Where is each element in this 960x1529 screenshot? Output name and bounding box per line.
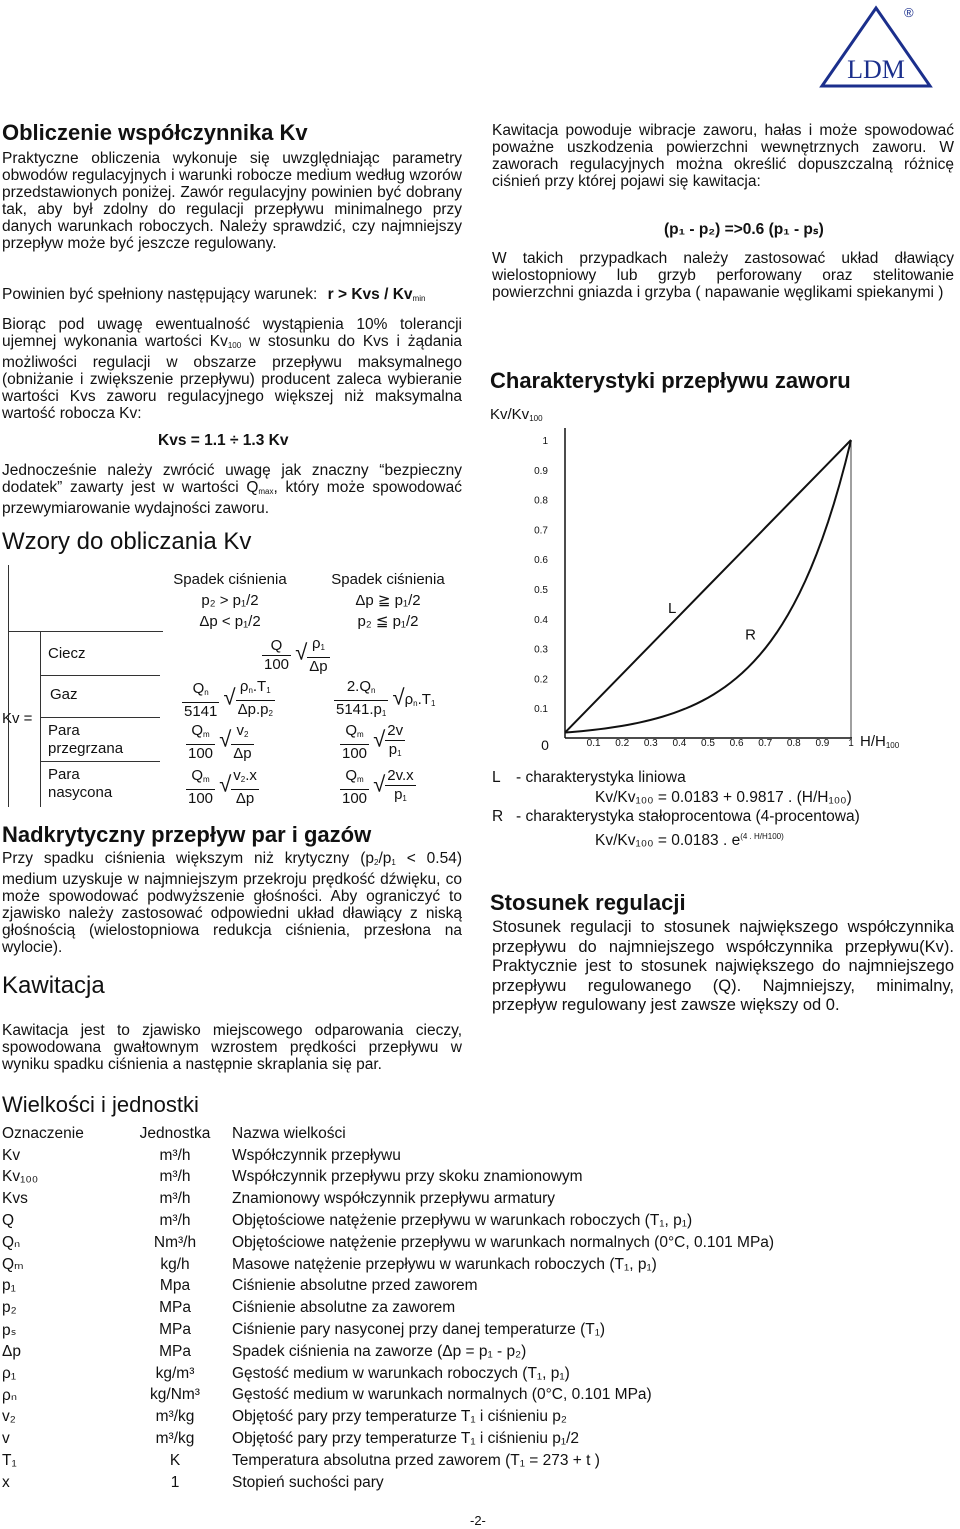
cell-name: Ciśnienie pary nasyconej przy danej temperaturze (T₁) <box>232 1321 606 1339</box>
cell-name: Gęstość medium w warunkach roboczych (T₁, p₁) <box>232 1364 570 1382</box>
condition-formula: r > Kvs / Kv <box>327 286 413 303</box>
legend-L-name: - charakterystyka liniowa <box>516 769 686 786</box>
supercritical-title: Nadkrytyczny przepływ par i gazów <box>2 822 372 847</box>
legend-L-formula: Kv/Kv₁₀₀ = 0.0183 + 0.9817 . (H/H₁₀₀) <box>595 788 852 806</box>
header-symbol: Oznaczenie <box>2 1124 84 1142</box>
flow-characteristics-chart <box>488 400 958 760</box>
registered-mark: ® <box>904 5 914 20</box>
cell-name: Masowe natężenie przepływu w warunkach roboczych (T₁, p₁) <box>232 1255 657 1273</box>
cell-symbol: p₂ <box>2 1299 17 1317</box>
cell-unit: kg/Nm³ <box>150 1386 200 1404</box>
cell-unit: MPa <box>159 1299 191 1317</box>
y-tick-label: 0.4 <box>534 614 548 626</box>
cell-symbol: Kv <box>2 1146 21 1164</box>
header-name: Nazwa wielkości <box>232 1124 346 1142</box>
safety-text: Jednocześnie należy zwrócić uwagę jak znaczny “bezpieczny dodatek” zawarty jest w wartości $Q_{max}$, który może spowodować przewymiarowanie wydajności zaworu. <box>2 462 462 517</box>
cell-symbol: T₁ <box>2 1451 17 1469</box>
table-row <box>2 1363 852 1385</box>
table-row <box>2 1254 852 1276</box>
chart-title: Charakterystyki przepływu zaworu <box>490 368 851 393</box>
formula-liquid: $\frac{Q}{100}$ √ $\frac{\rho_1}{\Delta p}$ <box>264 635 328 675</box>
y-axis-label: Kv/Kv100 <box>490 406 543 423</box>
cell-unit: MPa <box>159 1342 191 1360</box>
cavitation-effects-text: Kawitacja powoduje wibracje zaworu, hałas i może spowodować poważne uszkodzenia powierzchni wewnętrznych zaworu. W zaworach regulacyjnych można określić dopuszczalną różnicę ciśnień przy której pojawi się kawitacja: <box>492 122 954 190</box>
cavitation-remedy-text: W takich przypadkach należy zastosować układ dławiący wielostopniowy lub grzyb perforowany oraz stelitowanie powierzchni gniazda i grzyba ( napawanie węglikami spiekanymi ) <box>492 250 954 301</box>
cell-name: Stopień suchości pary <box>232 1473 384 1491</box>
cell-symbol: x <box>2 1473 10 1491</box>
units-table <box>2 1123 852 1494</box>
kvs-formula: Kvs = 1.1 ÷ 1.3 Kv <box>158 432 289 449</box>
x-tick-label: 0.2 <box>615 738 630 749</box>
y-tick-label: 1 <box>542 436 548 447</box>
x-tick-label: 0.3 <box>643 738 658 749</box>
cell-symbol: Kv₁₀₀ <box>2 1168 39 1186</box>
cell-unit: m³/h <box>159 1146 191 1164</box>
x-tick-label: 0.8 <box>786 738 801 749</box>
y-tick-label: 0.7 <box>534 525 548 537</box>
row-liquid: Ciecz <box>48 645 86 662</box>
y-tick-label: 0.5 <box>534 585 548 596</box>
page-number: -2- <box>470 1513 486 1528</box>
table-row <box>2 1385 852 1407</box>
cavitation-formula: (p₁ - p₂) =>0.6 (p₁ - pₛ) <box>664 221 824 238</box>
tolerance-text: Biorąc pod uwagę ewentualność wystąpienia 10% tolerancji ujemnej wykonania wartości $Kv_{100}$ w stosunku do Kvs i żądania możliwości regulacji w obszarze przepływu maksymalnego (obniżanie i zwiększenie przepływu) producent zaleca wybieranie wartości Kvs zaworu regulacyjnego większej niż maksymalna wartość robocza Kv: <box>2 316 463 422</box>
cell-unit: K <box>169 1451 181 1469</box>
cell-name: Objętość pary przy temperaturze T₁ i ciśnieniu p₂ <box>232 1408 567 1426</box>
series-L-line <box>565 440 851 733</box>
cell-symbol: Q <box>2 1212 15 1230</box>
cell-unit: m³/kg <box>155 1408 195 1426</box>
table-row <box>2 1167 852 1189</box>
divider <box>40 761 160 762</box>
y-tick-label: 0.1 <box>534 704 548 716</box>
x-tick-label: 0.9 <box>815 738 830 749</box>
table-row <box>2 1472 852 1494</box>
x-tick-label: 0.4 <box>672 738 687 749</box>
cell-name: Objętość pary przy temperaturze T₁ i ciśnieniu p₁/2 <box>232 1430 580 1448</box>
x-tick-label: 0.7 <box>758 738 773 749</box>
cell-unit: Mpa <box>159 1277 191 1295</box>
cell-name: Współczynnik przepływu <box>232 1146 401 1164</box>
x-tick-label: 0.1 <box>586 738 601 749</box>
formula-table <box>0 565 470 815</box>
intro-text: Praktyczne obliczenia wykonuje się uwzględniając parametry obwodów regulacyjnych i warunki robocze medium według wzorów przedstawionych poniżej. Zawór regulacyjny powinien być dobrany tak, aby był zdolny do regulacji przepływu minimalnego przy danych warunkach roboczych. Należy sprawdzić, czy najmniejszy przepływ może być jeszcze regulowany. <box>2 150 462 252</box>
condition-text: Powinien być spełniony następujący warunek: <box>2 286 318 303</box>
chart-legend: L - charakterystyka liniowa Kv/Kv₁₀₀ = 0.0183 + 0.9817 . (H/H₁₀₀) R - charakterystyka stałoprocentowa (4-procentowa) Kv/Kv₁₀₀ = 0.0183 . $e^{(4 . H/H100)}$ <box>492 768 952 850</box>
formula-saturated-sub: $\frac{Q_m}{100}$ √ $\frac{v_2.x}{\Delta p}$ <box>188 767 257 807</box>
table-row <box>2 1450 852 1472</box>
cell-unit: m³/h <box>159 1190 191 1208</box>
divider <box>40 675 160 676</box>
cell-name: Temperatura absolutna przed zaworem (T₁ = 273 + t ) <box>232 1451 600 1469</box>
cell-symbol: pₛ <box>2 1321 17 1339</box>
cell-symbol: ρ₁ <box>2 1364 17 1382</box>
table-row <box>2 1276 852 1298</box>
table-row <box>2 1210 852 1232</box>
cell-unit: Nm³/h <box>153 1233 197 1251</box>
cell-unit: MPa <box>159 1321 191 1339</box>
cell-name: Gęstość medium w warunkach normalnych (0°C, 0.101 MPa) <box>232 1386 652 1404</box>
cell-symbol: Qₙ <box>2 1234 21 1252</box>
kv-label: Kv = <box>2 710 33 727</box>
legend-R-name: - charakterystyka stałoprocentowa (4-procentowa) <box>516 808 860 825</box>
formula-saturated-super: $\frac{Q_m}{100}$ √ $\frac{2v.x}{p_1}$ <box>342 767 414 807</box>
formula-superheated-sub: $\frac{Q_m}{100}$ √ $\frac{v_2}{\Delta p}$ <box>188 722 252 762</box>
cell-symbol: v <box>2 1430 10 1448</box>
table-row <box>2 1188 852 1210</box>
divider <box>8 631 163 632</box>
cell-symbol: ρₙ <box>2 1386 17 1404</box>
divider <box>8 565 9 807</box>
x-tick-label: 0 <box>541 737 549 753</box>
table-row <box>2 1232 852 1254</box>
col2-header: Spadek ciśnienia Δp ≧ p₁/2 p₂ ≦ p₁/2 <box>331 571 445 630</box>
formula-superheated-super: $\frac{Q_m}{100}$ √ $\frac{2v}{p_1}$ <box>342 722 404 762</box>
series-R-label: R <box>745 626 757 644</box>
cell-symbol: Kvs <box>2 1190 28 1208</box>
units-header-row <box>2 1123 852 1145</box>
cell-name: Spadek ciśnienia na zaworze (Δp = p₁ - p₂) <box>232 1342 527 1360</box>
supercritical-text: Przy spadku ciśnienia większym niż krytyczny $(p_2/p_1 < 0.54)$ medium uzyskuje w najmniejszym przekroju prędkość dźwięku, co może spowodować podwyższenie głośności. Aby ograniczyć to zjawisko należy zastosować odpowiedni układ dławiący z niską głośnością (wielostopniowa redukcja ciśnienia, przesłona na wylocie). <box>2 850 462 956</box>
series-L-label: L <box>667 599 677 617</box>
regulation-text: Stosunek regulacji to stosunek największego współczynnika przepływu do najmniejszego współczynnika przepływu(Kv). Praktycznie jest to stosunek największego do najmniejszego przepływu regulowanego (Q). Najmniejszy, minimalny, przepływ regulowany jest zawsze większy od 0. <box>492 918 954 1014</box>
formula-gas-super: $\frac{2.Q_n}{5141.p_1}$ $√\rho_n.T_1$ <box>336 678 436 718</box>
cell-name: Ciśnienie absolutne przed zaworem <box>232 1277 478 1295</box>
regulation-title: Stosunek regulacji <box>490 890 686 915</box>
x-tick-label: 1 <box>848 738 854 749</box>
legend-L-key: L <box>492 769 501 786</box>
formula-gas-sub: $\frac{Q_n}{5141}$ √ $\frac{\rho_n.T_1}{\Delta p.p_2}$ <box>184 678 273 720</box>
legend-R-formula: Kv/Kv₁₀₀ = 0.0183 . e <box>595 831 741 849</box>
cell-unit: m³/kg <box>155 1430 195 1448</box>
cavitation-title: Kawitacja <box>2 972 105 999</box>
x-tick-label: 0.5 <box>701 738 715 749</box>
y-tick-label: 0.9 <box>534 465 548 477</box>
formulas-title: Wzory do obliczania Kv <box>2 528 252 555</box>
col1-header: Spadek ciśnienia p₂ > p₁/2 Δp < p₁/2 <box>173 571 287 630</box>
cell-name: Znamionowy współczynnik przepływu armatury <box>232 1190 556 1208</box>
condition-line <box>2 286 472 307</box>
cell-unit: kg/h <box>160 1255 190 1273</box>
units-title: Wielkości i jednostki <box>2 1092 199 1117</box>
cell-symbol: v₂ <box>2 1408 16 1426</box>
x-axis-label: H/H100 <box>860 733 900 750</box>
header-unit: Jednostka <box>139 1124 211 1142</box>
table-row <box>2 1406 852 1428</box>
table-row <box>2 1297 852 1319</box>
row-gas: Gaz <box>50 686 78 703</box>
divider <box>40 717 160 718</box>
table-row <box>2 1428 852 1450</box>
ldm-logo <box>818 4 936 90</box>
cell-name: Objętościowe natężenie przepływu w warunkach roboczych (T₁, p₁) <box>232 1212 693 1230</box>
row-saturated: Para nasycona <box>48 766 113 801</box>
y-tick-label: 0.2 <box>534 674 548 686</box>
page-title: Obliczenie współczynnika Kv <box>2 120 308 145</box>
cell-symbol: p₁ <box>2 1277 16 1295</box>
table-row <box>2 1341 852 1363</box>
cell-unit: kg/m³ <box>155 1364 195 1382</box>
cell-unit: 1 <box>170 1473 180 1491</box>
y-tick-label: 0.8 <box>534 495 548 507</box>
x-tick-label: 0.6 <box>729 738 744 749</box>
table-row <box>2 1319 852 1341</box>
cell-name: Współczynnik przepływu przy skoku znamionowym <box>232 1168 583 1186</box>
cell-symbol: Δp <box>2 1342 21 1360</box>
cell-symbol: Qₘ <box>2 1256 24 1274</box>
condition-sub: min <box>412 294 426 303</box>
y-tick-label: 0.6 <box>534 555 548 567</box>
cavitation-text: Kawitacja jest to zjawisko miejscowego odparowania cieczy, spowodowana gwałtownym wzrostem prędkości przepływu w wyniku spadku ciśnienia a następnie skraplania się par. <box>2 1022 462 1073</box>
cell-unit: m³/h <box>159 1212 191 1230</box>
legend-R-key: R <box>492 808 504 825</box>
y-tick-label: 0.3 <box>534 644 548 656</box>
cell-unit: m³/h <box>159 1168 191 1186</box>
cell-name: Ciśnienie absolutne za zaworem <box>232 1299 456 1317</box>
logo-text: LDM <box>847 55 905 84</box>
cell-name: Objętościowe natężenie przepływu w warunkach normalnych (0°C, 0.101 MPa) <box>232 1233 775 1251</box>
table-row <box>2 1145 852 1167</box>
row-superheated: Para przegrzana <box>48 722 124 757</box>
divider <box>40 631 41 807</box>
